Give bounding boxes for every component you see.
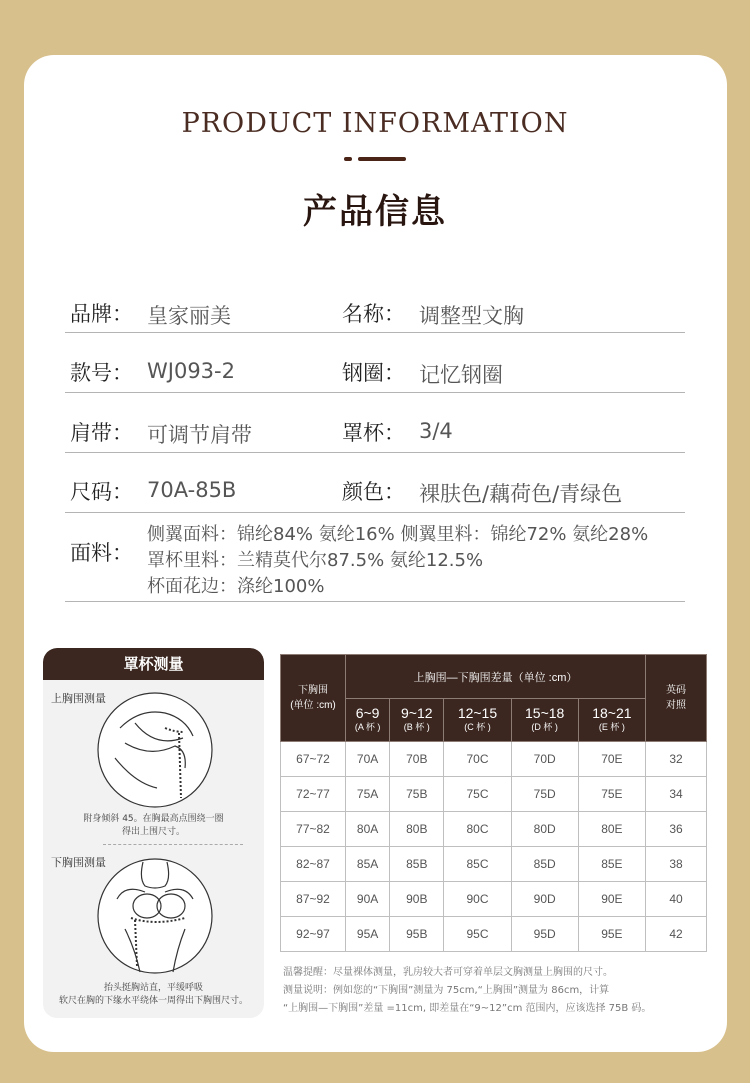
brand-label: 品牌： [70, 302, 133, 326]
lower-bust-caption: 抬头挺胸站直，平缓呼吸 [103, 983, 203, 993]
table-row [281, 777, 707, 812]
wire-label: 钢圈： [342, 361, 405, 385]
uk-cell: 38 [646, 847, 707, 882]
difference-header: 上胸围—下胸围差量（单位 :cm） [346, 655, 646, 699]
tip-note: 温馨提醒：尽量裸体测量，乳房较大者可穿着单层文胸测量上胸围的尺寸。 [283, 967, 613, 978]
upper-bust-illustration [95, 688, 215, 808]
table-row [281, 742, 707, 777]
title-decoration-bar [358, 157, 406, 161]
size-cell: 75A [346, 777, 390, 812]
fabric-line: 侧翼面料：锦纶84% 氨纶16% 侧翼里料：锦纶72% 氨纶28% [147, 524, 649, 545]
model-label: 款号： [70, 361, 133, 385]
band-cell: 72~77 [281, 777, 346, 812]
size-cell: 95D [511, 917, 578, 952]
chinese-title: 产品信息 [303, 192, 447, 232]
table-row [281, 812, 707, 847]
size-cell: 85B [390, 847, 444, 882]
divider [103, 844, 243, 845]
size-cell: 95E [578, 917, 645, 952]
uk-header-text: 对照 [666, 700, 686, 711]
model-value: WJ093-2 [147, 359, 235, 383]
size-cell: 80C [444, 812, 511, 847]
size-cell: 85D [511, 847, 578, 882]
size-label: 尺码： [70, 480, 133, 504]
band-cell: 87~92 [281, 882, 346, 917]
info-row-model [65, 357, 685, 393]
size-cell: 90D [511, 882, 578, 917]
size-cell: 80D [511, 812, 578, 847]
size-cell: 95A [346, 917, 390, 952]
lower-bust-caption: 软尺在胸的下缘水平绕体一周得出下胸围尺寸。 [58, 996, 248, 1006]
measure-note: “上胸围—下胸围”差量 =11cm, 即差量在“9~12”cm 范围内，应该选择 75B 码。 [283, 1003, 652, 1014]
size-cell: 80B [390, 812, 444, 847]
fabric-label: 面料： [70, 541, 133, 565]
cup-value: 3/4 [419, 419, 453, 443]
band-cell: 92~97 [281, 917, 346, 952]
table-row [281, 882, 707, 917]
color-value: 裸肤色/藕荷色/青绿色 [419, 482, 623, 506]
table-row [281, 917, 707, 952]
table-row [281, 847, 707, 882]
size-cell: 95C [444, 917, 511, 952]
cup-range-c: 12~15 (C 杯 ) [444, 699, 511, 742]
cup-measure-panel [43, 648, 264, 1018]
fabric-line: 杯面花边：涤纶100% [147, 576, 325, 597]
size-cell: 75E [578, 777, 645, 812]
size-cell: 70D [511, 742, 578, 777]
info-row-strap [65, 417, 685, 453]
band-header [281, 655, 346, 742]
cup-range-b: 9~12 (B 杯 ) [390, 699, 444, 742]
lower-bust-illustration [95, 854, 215, 976]
color-label: 颜色： [342, 480, 405, 504]
band-cell: 82~87 [281, 847, 346, 882]
size-cell: 70C [444, 742, 511, 777]
uk-header-text: 英码 [666, 685, 686, 696]
size-value: 70A-85B [147, 478, 237, 502]
upper-bust-caption: 得出上围尺寸。 [121, 827, 185, 837]
size-cell: 70B [390, 742, 444, 777]
measure-note: 测量说明：例如您的“下胸围”测量为 75cm,“上胸围”测量为 86cm，计算 [283, 985, 610, 996]
cup-label: 罩杯： [342, 421, 405, 445]
info-row-brand [65, 298, 685, 333]
strap-label: 肩带： [70, 421, 133, 445]
size-cell: 90B [390, 882, 444, 917]
size-cell: 75C [444, 777, 511, 812]
wire-value: 记忆钢圈 [419, 363, 503, 387]
title-decoration-dot [344, 157, 352, 161]
size-cell: 90E [578, 882, 645, 917]
band-cell: 77~82 [281, 812, 346, 847]
band-cell: 67~72 [281, 742, 346, 777]
band-header-text: 下胸围 [298, 685, 328, 696]
size-cell: 85A [346, 847, 390, 882]
upper-bust-caption: 附身倾斜 45。在胸最高点围绕一圈 [83, 814, 224, 824]
strap-value: 可调节肩带 [147, 423, 252, 447]
cup-range-d: 15~18 (D 杯 ) [511, 699, 578, 742]
measure-panel-title: 罩杯测量 [43, 648, 264, 680]
fabric-details [147, 522, 648, 600]
size-cell: 80E [578, 812, 645, 847]
size-cell: 70E [578, 742, 645, 777]
size-cell: 90C [444, 882, 511, 917]
size-cell: 90A [346, 882, 390, 917]
size-chart-table [280, 654, 707, 952]
size-cell: 70A [346, 742, 390, 777]
uk-size-header [646, 655, 707, 742]
size-cell: 85C [444, 847, 511, 882]
uk-cell: 40 [646, 882, 707, 917]
uk-cell: 32 [646, 742, 707, 777]
lower-bust-label: 下胸围测量 [51, 856, 106, 869]
english-title: PRODUCT INFORMATION [181, 108, 569, 139]
size-cell: 75B [390, 777, 444, 812]
name-label: 名称： [342, 302, 405, 326]
size-cell: 75D [511, 777, 578, 812]
uk-cell: 34 [646, 777, 707, 812]
brand-value: 皇家丽美 [147, 304, 231, 328]
size-cell: 85E [578, 847, 645, 882]
info-row-size [65, 476, 685, 513]
cup-range-e: 18~21 (E 杯 ) [578, 699, 645, 742]
uk-cell: 42 [646, 917, 707, 952]
upper-bust-label: 上胸围测量 [51, 692, 106, 705]
name-value: 调整型文胸 [419, 304, 524, 328]
fabric-line: 罩杯里料：兰精莫代尔87.5% 氨纶12.5% [147, 550, 484, 571]
band-header-unit: (单位 :cm) [290, 700, 336, 711]
cup-range-a: 6~9 (A 杯 ) [346, 699, 390, 742]
size-cell: 80A [346, 812, 390, 847]
size-cell: 95B [390, 917, 444, 952]
uk-cell: 36 [646, 812, 707, 847]
